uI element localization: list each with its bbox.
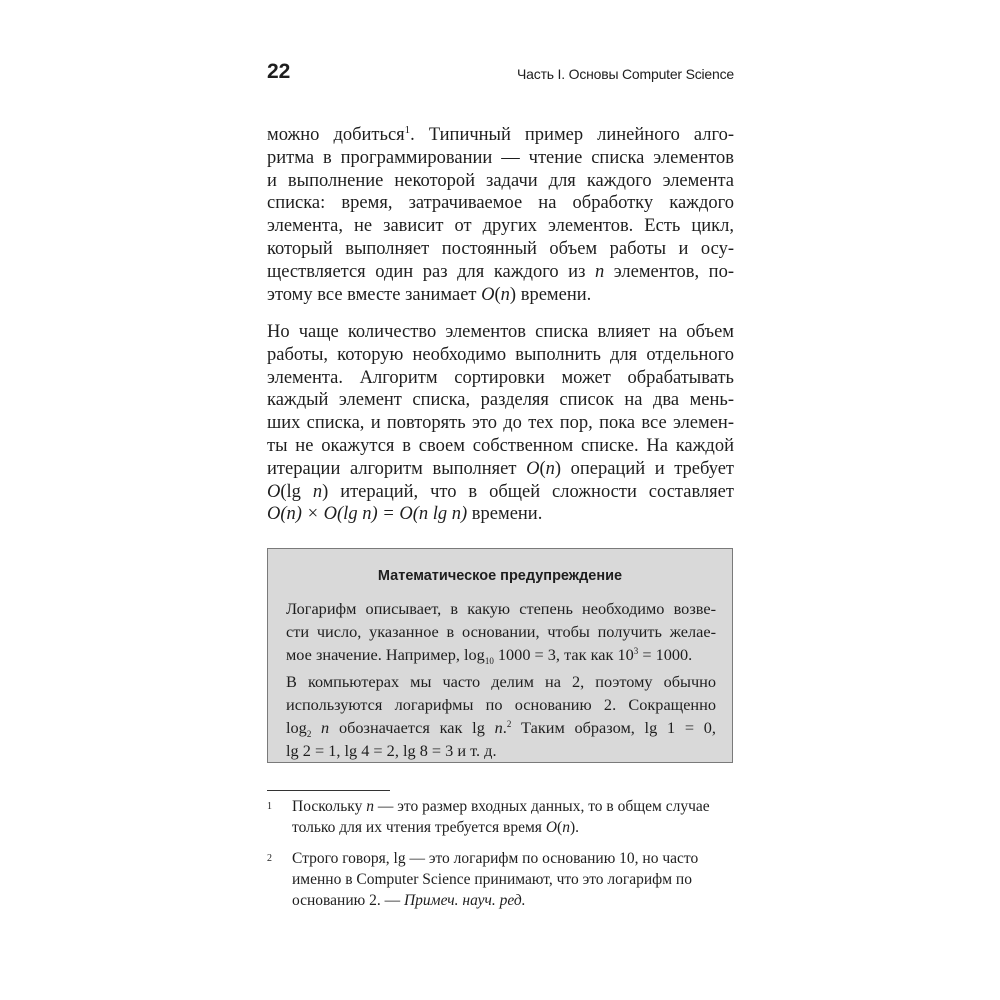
text-span: . bbox=[502, 718, 507, 737]
text-line bbox=[267, 481, 734, 504]
text-line bbox=[267, 261, 734, 284]
editor-note: Примеч. науч. ред. bbox=[403, 892, 526, 909]
footnote-ref-2[interactable]: 2 bbox=[506, 719, 512, 729]
math-var: n bbox=[312, 481, 323, 502]
text-line bbox=[292, 796, 734, 817]
text-line: элемента, не зависит от других элементов. Есть цикл, bbox=[267, 216, 734, 237]
footnote-text bbox=[292, 848, 734, 911]
math-var: n bbox=[366, 798, 374, 815]
callout-title: Математическое предупреждение bbox=[377, 568, 623, 584]
text-span: . Типичный пример линейного алго- bbox=[410, 125, 734, 145]
math-expression: O(n) × O(lg n) = O(n lg n) bbox=[267, 504, 468, 525]
subscript: 10 bbox=[484, 656, 494, 666]
text-span: можно добиться bbox=[267, 125, 405, 145]
footnote-number: 1 bbox=[267, 801, 272, 812]
text-line bbox=[267, 458, 734, 481]
text-line: Но чаще количество элементов списка влияет на объем bbox=[267, 322, 734, 342]
footnote-number: 2 bbox=[267, 853, 272, 864]
math-var: n bbox=[311, 718, 330, 737]
footnote-ref-1[interactable]: 1 bbox=[404, 124, 411, 136]
text-line: Логарифм описывает, в какую степень необходимо возве- bbox=[286, 599, 716, 618]
text-span: основанию 2. — bbox=[292, 892, 404, 909]
text-span: обозначается как lg bbox=[329, 718, 495, 737]
math-var: n bbox=[594, 261, 605, 282]
text-line bbox=[267, 284, 734, 307]
paragraph-1 bbox=[267, 124, 734, 306]
text-line: каждый элемент списка, разделяя список на два мень- bbox=[267, 390, 734, 411]
text-span: 1000 = 3, так как 10 bbox=[493, 645, 634, 664]
text-line: который выполняет постоянный объем работы и осу- bbox=[267, 238, 734, 259]
text-span: итерации алгоритм выполняет bbox=[267, 458, 527, 479]
text-line bbox=[267, 503, 734, 526]
text-line: именно в Computer Science принимают, что это логарифм по bbox=[292, 871, 692, 888]
math-var: O bbox=[267, 481, 281, 502]
paragraph-2 bbox=[267, 321, 734, 526]
math-var: n bbox=[545, 458, 555, 479]
text-span: = 1000. bbox=[638, 645, 693, 664]
text-line: ших списка, и повторять это до тех пор, пока все элемен- bbox=[267, 413, 734, 434]
text-span: только для их чтения требуется время bbox=[292, 819, 546, 836]
subscript: 2 bbox=[306, 729, 312, 739]
page-header bbox=[267, 58, 734, 90]
text-span: ществляется один раз для каждого из bbox=[267, 261, 595, 282]
text-line: ты не окажутся в своем собственном списке. На каждой bbox=[267, 435, 734, 456]
callout-paragraph-2 bbox=[286, 670, 716, 762]
text-span: ( bbox=[557, 819, 563, 836]
text-line: Строго говоря, lg — это логарифм по основанию 10, но часто bbox=[292, 850, 699, 867]
text-span: Поскольку bbox=[292, 798, 367, 815]
text-line: используются логарифмы по основанию 2. Сокращенно bbox=[286, 695, 716, 714]
text-line: списка: время, затрачиваемое на обработку каждого bbox=[267, 193, 734, 214]
text-span: ) времени. bbox=[509, 284, 592, 305]
math-var: O bbox=[526, 458, 540, 479]
text-span: времени. bbox=[467, 504, 543, 525]
text-line: сти число, указанное в основании, чтобы получить желае- bbox=[286, 622, 716, 641]
text-line: и выполнение некоторой задачи для каждого элемента bbox=[267, 170, 734, 191]
math-var: n bbox=[562, 819, 570, 836]
page-number: 22 bbox=[267, 60, 291, 83]
callout-body bbox=[286, 597, 716, 762]
text-span: этому все вместе занимает bbox=[267, 284, 482, 305]
text-span: ( bbox=[494, 284, 501, 305]
text-line: lg 2 = 1, lg 4 = 2, lg 8 = 3 и т. д. bbox=[286, 741, 497, 760]
text-line bbox=[286, 643, 716, 666]
text-span: ). bbox=[569, 819, 579, 836]
math-warning-callout bbox=[267, 548, 733, 763]
text-line: В компьютерах мы часто делим на 2, поэтому обычно bbox=[286, 672, 716, 691]
text-line bbox=[292, 817, 734, 838]
text-span: — это размер входных данных, то в общем случае bbox=[374, 798, 710, 815]
text-span: log bbox=[286, 718, 307, 737]
text-span: ( bbox=[539, 458, 546, 479]
text-line: элемента. Алгоритм сортировки может обрабатывать bbox=[267, 367, 734, 388]
text-span: ) операций и требует bbox=[554, 458, 734, 479]
text-line bbox=[292, 890, 734, 911]
running-head: Часть I. Основы Computer Science bbox=[517, 66, 734, 82]
text-line: работы, которую необходимо выполнить для отдельного bbox=[267, 344, 734, 365]
text-span: Таким образом, lg 1 = 0, bbox=[511, 718, 716, 737]
math-var: n bbox=[500, 284, 510, 305]
text-span: элементов, по- bbox=[604, 261, 734, 282]
superscript: 3 bbox=[633, 646, 639, 656]
text-span: мое значение. Например, log bbox=[286, 645, 485, 664]
text-line bbox=[267, 124, 734, 147]
text-line: ритма в программировании — чтение списка элементов bbox=[267, 147, 734, 168]
text-span: (lg bbox=[280, 481, 313, 502]
math-var: O bbox=[545, 819, 558, 836]
math-var: O bbox=[481, 284, 495, 305]
text-line bbox=[286, 716, 716, 739]
footnote-divider bbox=[267, 790, 390, 791]
footnote-text bbox=[292, 796, 734, 838]
math-var: n bbox=[494, 718, 503, 737]
text-span: ) итераций, что в общей сложности составляет bbox=[322, 481, 734, 502]
